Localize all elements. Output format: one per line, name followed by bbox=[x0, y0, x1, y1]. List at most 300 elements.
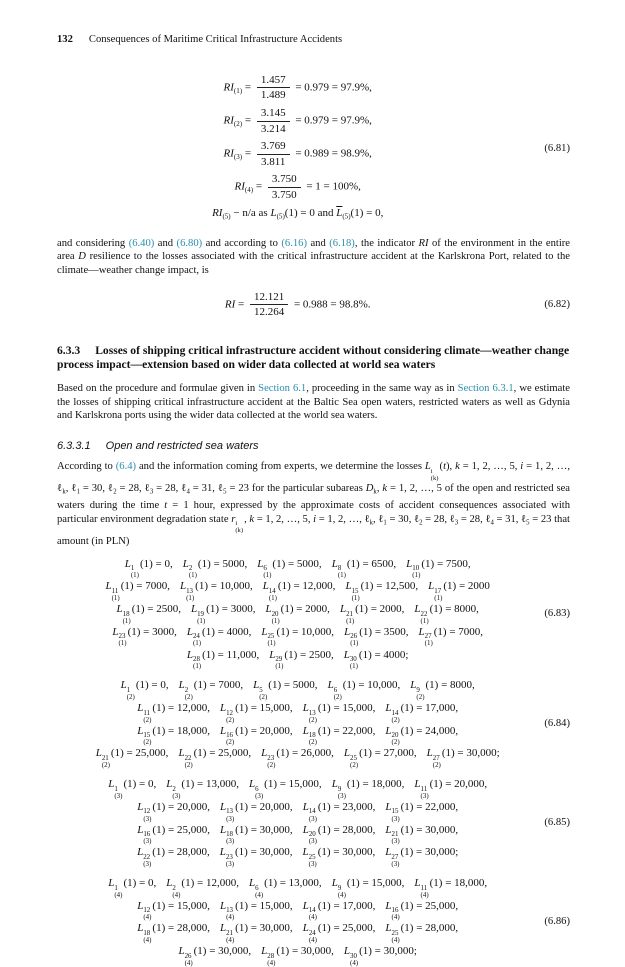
loss-values-subarea-4 bbox=[57, 876, 538, 967]
supsub: 9 (2) bbox=[416, 686, 425, 701]
equation-row bbox=[57, 207, 538, 224]
denominator: 1.489 bbox=[260, 89, 286, 102]
cross-reference-link[interactable]: (6.80) bbox=[176, 237, 203, 249]
supsub: 14 (1) bbox=[268, 587, 277, 603]
supsub: 25 (3) bbox=[308, 853, 317, 868]
loss-term: L 16 (4) (1) = 25,000, bbox=[385, 899, 459, 922]
text: = 1, 2, …, 5, bbox=[254, 514, 314, 525]
supsub: 13 (3) bbox=[226, 808, 235, 823]
loss-term: L 21 (4) (1) = 30,000, bbox=[219, 922, 293, 945]
loss-term: L 29 (1) (1) = 2500, bbox=[269, 648, 334, 671]
loss-term: L 16 (2) (1) = 20,000, bbox=[219, 724, 293, 747]
supsub: 9 (3) bbox=[337, 785, 346, 800]
text: and bbox=[306, 237, 330, 249]
subsection-heading-6-3-3-1 bbox=[57, 440, 570, 454]
text: , ℓ bbox=[65, 483, 77, 495]
supsub: 12 (3) bbox=[143, 808, 152, 823]
loss-term: L 1 (2) (1) = 0, bbox=[120, 679, 169, 701]
loss-values-subarea-3 bbox=[57, 777, 538, 868]
equation-row bbox=[57, 173, 538, 201]
math-symbol: k bbox=[382, 483, 388, 495]
loss-term: L 22 (2) (1) = 25,000, bbox=[178, 747, 252, 770]
text: = 28, ℓ bbox=[153, 483, 187, 495]
loss-term: L 12 (4) (1) = 15,000, bbox=[137, 899, 210, 922]
supsub: 13 (2) bbox=[308, 709, 317, 724]
equation-label-6-82: (6.82) bbox=[544, 298, 570, 310]
loss-term: L 21 (2) (1) = 25,000, bbox=[95, 747, 169, 770]
subscript: 1 bbox=[383, 519, 387, 527]
text: and according to bbox=[202, 237, 282, 249]
loss-term: L 1 (1) (1) = 0, bbox=[124, 557, 173, 580]
supsub: 20 (3) bbox=[308, 831, 317, 846]
equation-line bbox=[57, 921, 538, 944]
equation-block-6-83 bbox=[57, 557, 570, 671]
subscript: 1 bbox=[76, 488, 80, 496]
math-symbol: k bbox=[455, 461, 460, 473]
math-symbol: r bbox=[231, 514, 236, 525]
supsub: 2 (3) bbox=[172, 785, 181, 800]
subscript: 3 bbox=[454, 519, 459, 527]
text: ( bbox=[439, 461, 444, 473]
text: = 23 that amount (in PLN) bbox=[57, 514, 570, 548]
loss-term: L 21 (3) (1) = 30,000, bbox=[385, 823, 459, 846]
text: , the indicator bbox=[354, 237, 419, 249]
loss-term: L 23 (3) (1) = 30,000, bbox=[219, 846, 293, 868]
loss-term: L 25 (1) (1) = 10,000, bbox=[261, 625, 335, 648]
text: = 28, ℓ bbox=[458, 514, 491, 525]
supsub: 10 (1) bbox=[412, 565, 421, 580]
loss-term: L 26 (4) (1) = 30,000, bbox=[178, 945, 252, 967]
loss-term: L 15 (3) (1) = 22,000, bbox=[385, 800, 459, 823]
loss-term: L 6 (4) (1) = 13,000, bbox=[248, 877, 322, 899]
page-number: 132 bbox=[57, 34, 73, 45]
loss-term: L 20 (3) (1) = 28,000, bbox=[302, 823, 376, 846]
supsub: 27 (3) bbox=[391, 853, 400, 868]
loss-term: L 24 (4) (1) = 25,000, bbox=[302, 922, 376, 945]
supsub: 26 (4) bbox=[184, 952, 193, 967]
equation-block-6-86 bbox=[57, 876, 570, 967]
loss-term: L 17 (1) (1) = 2000 bbox=[428, 580, 490, 603]
subscript: 5 bbox=[223, 488, 227, 496]
text: (1) = 0, bbox=[350, 206, 384, 219]
text: , ℓ bbox=[373, 514, 384, 525]
supsub: i (k) bbox=[430, 467, 439, 482]
subscript: (4) bbox=[244, 186, 254, 195]
math-symbol: t bbox=[443, 461, 447, 473]
supsub: 29 (1) bbox=[275, 656, 284, 671]
supsub: 15 (3) bbox=[391, 808, 400, 823]
supsub: 27 (1) bbox=[424, 633, 433, 648]
supsub: 14 (4) bbox=[308, 907, 317, 922]
loss-term: L 8 (1) (1) = 6500, bbox=[331, 557, 397, 580]
fraction bbox=[257, 140, 290, 168]
supsub: 2 (2) bbox=[184, 686, 193, 701]
cross-reference-link[interactable]: Section 6.1 bbox=[258, 383, 307, 395]
supsub: 22 (3) bbox=[143, 853, 152, 868]
supsub: 11 (4) bbox=[420, 884, 429, 899]
equation-line bbox=[57, 899, 538, 922]
text: = 1, 2, …, 5, bbox=[459, 461, 521, 473]
loss-term: L 12 (2) (1) = 15,000, bbox=[219, 701, 293, 724]
text: = 31, ℓ bbox=[189, 483, 224, 495]
equation-row bbox=[57, 107, 538, 135]
supsub: 16 (2) bbox=[226, 732, 235, 747]
loss-term: L 27 (3) (1) = 30,000; bbox=[385, 846, 459, 868]
supsub: 14 (3) bbox=[308, 808, 317, 823]
text: Based on the procedure and formulae given in bbox=[57, 383, 259, 395]
loss-term: L 13 (1) (1) = 10,000, bbox=[179, 580, 253, 603]
cross-reference-link[interactable]: (6.18) bbox=[329, 237, 355, 249]
loss-term: L 10 (1) (1) = 7500, bbox=[406, 557, 471, 580]
equation-line bbox=[57, 777, 538, 800]
subscript: 2 bbox=[113, 488, 117, 496]
supsub: 11 (2) bbox=[143, 709, 152, 724]
equation-line bbox=[57, 944, 538, 967]
math-symbol-overline: $\overline{L}$ bbox=[336, 206, 343, 219]
supsub: 1 (1) bbox=[130, 565, 139, 580]
loss-term: L 25 (4) (1) = 28,000, bbox=[385, 922, 459, 945]
text: , we estimate the losses of shipping critical infrastructure accident at the Baltic Sea open waters, restricted waters as well as Gdynia and Karlskrona ports using the wider data collected at the world sea waters. bbox=[57, 383, 570, 422]
loss-term: L 2 (2) (1) = 7000, bbox=[178, 679, 244, 701]
section-number: 6.3.3 bbox=[57, 343, 81, 357]
numerator: 3.769 bbox=[257, 140, 290, 155]
loss-term: L 19 (1) (1) = 3000, bbox=[190, 603, 256, 625]
equation-row bbox=[57, 140, 538, 168]
paragraph-section-intro bbox=[57, 382, 570, 423]
subscript: (5) bbox=[222, 212, 231, 221]
loss-term: L 22 (3) (1) = 28,000, bbox=[137, 846, 210, 868]
loss-term: L 25 (3) (1) = 30,000, bbox=[302, 846, 376, 868]
loss-term: L 14 (4) (1) = 17,000, bbox=[302, 899, 376, 922]
supsub: 5 (2) bbox=[259, 686, 268, 701]
loss-term: L 11 (4) (1) = 18,000, bbox=[414, 877, 488, 899]
supsub: 28 (1) bbox=[193, 656, 202, 671]
supsub: i (k) bbox=[235, 520, 244, 535]
equation-line bbox=[57, 625, 538, 648]
running-header bbox=[57, 33, 570, 47]
loss-term: L 21 (1) (1) = 2000, bbox=[339, 603, 405, 625]
text: = 30, ℓ bbox=[386, 514, 420, 525]
math-symbol: L bbox=[424, 461, 431, 473]
math-symbol: i bbox=[313, 514, 317, 525]
equation-line bbox=[57, 602, 538, 625]
fraction bbox=[268, 173, 301, 201]
numerator: 3.145 bbox=[257, 107, 290, 122]
text: = 31, ℓ bbox=[493, 514, 527, 525]
supsub: 30 (1) bbox=[349, 656, 358, 671]
loss-term: L 28 (1) (1) = 11,000, bbox=[186, 648, 260, 671]
supsub: 25 (2) bbox=[350, 755, 359, 770]
loss-term: L 18 (1) (1) = 2500, bbox=[116, 603, 181, 625]
supsub: 22 (2) bbox=[184, 755, 193, 770]
equation-line bbox=[57, 746, 538, 769]
loss-term: L 23 (2) (1) = 26,000, bbox=[261, 747, 334, 770]
running-title: Consequences of Maritime Critical Infrastructure Accidents bbox=[88, 34, 343, 45]
denominator: 12.264 bbox=[253, 306, 285, 319]
denominator: 3.214 bbox=[260, 122, 286, 135]
supsub: 25 (1) bbox=[267, 633, 276, 648]
supsub: 14 (2) bbox=[391, 709, 400, 724]
equation-block-6-84 bbox=[57, 678, 570, 769]
math-symbol: D bbox=[365, 483, 374, 495]
equation-line bbox=[57, 701, 538, 724]
supsub: 13 (1) bbox=[186, 587, 195, 603]
loss-term: L 30 (1) (1) = 4000; bbox=[343, 648, 409, 671]
text: = 1 = 100%, bbox=[303, 181, 361, 194]
supsub: 2 (1) bbox=[188, 565, 197, 580]
subscript: 4 bbox=[490, 519, 494, 527]
supsub: 24 (1) bbox=[192, 633, 202, 648]
equation-line bbox=[57, 678, 538, 701]
supsub: 6 (3) bbox=[255, 785, 264, 800]
text: = 28, ℓ bbox=[422, 514, 455, 525]
subscript: 3 bbox=[149, 488, 154, 496]
subscript: k bbox=[373, 488, 377, 496]
subsection-title: Open and restricted sea waters bbox=[105, 439, 259, 452]
equation-block-6-82 bbox=[57, 286, 570, 324]
numerator: 3.750 bbox=[268, 173, 301, 188]
equation-rows bbox=[57, 69, 538, 229]
cross-reference-link[interactable]: (6.40) bbox=[128, 237, 155, 249]
loss-term: L 12 (3) (1) = 20,000, bbox=[137, 800, 210, 823]
loss-term: L 18 (4) (1) = 28,000, bbox=[137, 922, 210, 945]
math-symbol: RI bbox=[223, 81, 234, 94]
text: = bbox=[242, 114, 254, 127]
loss-term: L 28 (4) (1) = 30,000, bbox=[261, 945, 334, 967]
equation-label-6-86: (6.86) bbox=[544, 915, 570, 927]
supsub: 18 (1) bbox=[122, 610, 131, 625]
text: = 23 for the particular subareas bbox=[226, 483, 366, 495]
supsub: 15 (1) bbox=[351, 587, 360, 603]
cross-reference-link[interactable]: Section 6.3.1 bbox=[457, 383, 514, 395]
loss-term: L 6 (3) (1) = 15,000, bbox=[248, 778, 322, 800]
subscript: (5) bbox=[342, 212, 351, 221]
supsub: 9 (4) bbox=[337, 884, 346, 899]
supsub: 23 (1) bbox=[118, 633, 127, 648]
loss-term: L 5 (2) (1) = 5000, bbox=[253, 679, 318, 701]
supsub: 21 (3) bbox=[391, 831, 400, 846]
supsub: 20 (1) bbox=[271, 610, 280, 625]
loss-term: L 23 (1) (1) = 3000, bbox=[112, 625, 177, 648]
text: , bbox=[244, 514, 250, 525]
subscript: 5 bbox=[526, 519, 530, 527]
equation-line bbox=[57, 845, 538, 868]
equation-line bbox=[57, 557, 538, 580]
loss-term: L 26 (1) (1) = 3500, bbox=[344, 625, 409, 648]
math-symbol: L bbox=[270, 206, 277, 219]
text: = 0.979 = 97.9%, bbox=[292, 81, 372, 94]
subscript: (5) bbox=[276, 212, 285, 221]
loss-term: L 22 (1) (1) = 8000, bbox=[414, 603, 479, 625]
text: = 1, 2, …, 5 of the open and restricted sea waters during the time bbox=[57, 483, 570, 512]
math-symbol: RI bbox=[224, 298, 236, 311]
text: = bbox=[253, 181, 265, 194]
equation-line bbox=[57, 724, 538, 747]
supsub: 19 (1) bbox=[197, 610, 206, 625]
math-symbol: RI bbox=[223, 147, 234, 160]
math-symbol: RI bbox=[212, 206, 223, 219]
loss-term: L 18 (3) (1) = 30,000, bbox=[219, 823, 293, 846]
supsub: 21 (1) bbox=[346, 610, 355, 625]
text: According to bbox=[57, 461, 116, 473]
loss-term: L 20 (1) (1) = 2000, bbox=[265, 603, 330, 625]
text: = 0.988 = 98.8%. bbox=[291, 298, 371, 311]
equation-block-6-81 bbox=[57, 69, 570, 229]
loss-term: L 9 (2) (1) = 8000, bbox=[410, 679, 475, 701]
subsection-number: 6.3.3.1 bbox=[57, 439, 91, 452]
math-symbol: RI bbox=[234, 181, 245, 194]
loss-term: L 27 (2) (1) = 30,000; bbox=[426, 747, 500, 770]
fraction bbox=[257, 107, 290, 135]
text: (1) = 0 and bbox=[284, 206, 337, 219]
supsub: 20 (2) bbox=[391, 732, 400, 747]
text: = 1, 2, …, ℓ bbox=[316, 514, 370, 525]
supsub: 23 (2) bbox=[267, 755, 276, 770]
loss-term: L 9 (4) (1) = 15,000, bbox=[331, 877, 405, 899]
denominator: 3.811 bbox=[261, 155, 286, 168]
supsub: 18 (3) bbox=[226, 831, 235, 846]
loss-term: L 30 (4) (1) = 30,000; bbox=[343, 945, 417, 967]
loss-term: L 2 (4) (1) = 12,000, bbox=[166, 877, 239, 899]
equation-line bbox=[57, 648, 538, 671]
loss-term: L 24 (1) (1) = 4000, bbox=[186, 625, 252, 648]
subscript: (3) bbox=[233, 153, 243, 162]
equation-label-6-81: (6.81) bbox=[544, 142, 570, 154]
supsub: 24 (4) bbox=[308, 930, 317, 945]
supsub: 15 (2) bbox=[143, 732, 152, 747]
text: = bbox=[242, 147, 254, 160]
text: ), bbox=[446, 461, 456, 473]
loss-term: L 1 (3) (1) = 0, bbox=[108, 778, 157, 800]
equation-line bbox=[57, 800, 538, 823]
loss-term: L 13 (3) (1) = 20,000, bbox=[219, 800, 293, 823]
equation-label-6-84: (6.84) bbox=[544, 717, 570, 729]
text: = bbox=[242, 81, 254, 94]
supsub: 6 (1) bbox=[263, 565, 272, 580]
text: − n/a as bbox=[230, 206, 271, 219]
paragraph-resilience-indicator bbox=[57, 237, 570, 278]
subscript: (1) bbox=[233, 86, 243, 95]
loss-term: L 15 (1) (1) = 12,500, bbox=[345, 580, 419, 603]
text: , proceeding in the same way as in bbox=[306, 383, 458, 395]
loss-term: L 13 (2) (1) = 15,000, bbox=[302, 701, 376, 724]
loss-term: L 2 (1) (1) = 5000, bbox=[182, 557, 248, 580]
loss-term: L 9 (3) (1) = 18,000, bbox=[331, 778, 405, 800]
loss-term: L 15 (2) (1) = 18,000, bbox=[137, 724, 210, 747]
equation-block-6-85 bbox=[57, 777, 570, 868]
supsub: 1 (3) bbox=[114, 785, 123, 800]
loss-term: L 16 (3) (1) = 25,000, bbox=[137, 823, 210, 846]
supsub: 18 (2) bbox=[308, 732, 317, 747]
text: = bbox=[235, 298, 247, 311]
denominator: 3.750 bbox=[271, 189, 297, 202]
text: = 1, 2, …, ℓ bbox=[57, 461, 570, 495]
section-title: Losses of shipping critical infrastructure accident without considering climate—weather change process impact—extension based on wider data collected at world sea waters bbox=[57, 343, 570, 372]
text: = 0.989 = 98.9%, bbox=[292, 147, 372, 160]
subscript: k bbox=[62, 488, 66, 496]
text: = 30, ℓ bbox=[79, 483, 114, 495]
math-symbol: D bbox=[78, 251, 86, 263]
loss-term: L 11 (2) (1) = 12,000, bbox=[137, 701, 210, 724]
subscript: 4 bbox=[186, 488, 190, 496]
text: and bbox=[154, 237, 177, 249]
subscript: (2) bbox=[233, 120, 243, 128]
text: and considering bbox=[57, 237, 129, 249]
supsub: 12 (2) bbox=[226, 709, 235, 724]
loss-term: L 27 (1) (1) = 7000, bbox=[418, 625, 484, 648]
loss-term: L 14 (2) (1) = 17,000, bbox=[385, 701, 459, 724]
loss-term: L 6 (2) (1) = 10,000, bbox=[327, 679, 401, 701]
loss-term: L 13 (4) (1) = 15,000, bbox=[219, 899, 293, 922]
loss-values-subarea-2 bbox=[57, 678, 538, 769]
math-symbol: RI bbox=[418, 237, 429, 249]
math-symbol: t bbox=[164, 500, 168, 512]
equation-rows bbox=[57, 286, 538, 324]
paragraph-losses-definition bbox=[57, 460, 570, 548]
text: , bbox=[376, 483, 383, 495]
subscript: 2 bbox=[419, 519, 423, 527]
equation-label-6-83: (6.83) bbox=[544, 607, 570, 619]
supsub: 27 (2) bbox=[432, 755, 441, 770]
equation-line bbox=[57, 579, 538, 602]
supsub: 16 (3) bbox=[143, 831, 152, 846]
equation-row bbox=[57, 74, 538, 102]
text: and the information coming from experts, we determine the losses bbox=[136, 461, 425, 473]
loss-term: L 14 (1) (1) = 12,000, bbox=[262, 580, 336, 603]
supsub: 28 (4) bbox=[267, 952, 276, 967]
supsub: 13 (4) bbox=[226, 907, 235, 922]
text: resilience to the losses associated with the critical infrastructure accident at the Karlskrona Port, related to the climate—weather change impact, is bbox=[57, 251, 570, 276]
loss-values-subarea-1 bbox=[57, 557, 538, 671]
supsub: 16 (4) bbox=[391, 907, 400, 922]
fraction bbox=[257, 74, 290, 102]
equation-line bbox=[57, 823, 538, 846]
equation-label-6-85: (6.85) bbox=[544, 816, 570, 828]
supsub: 21 (2) bbox=[101, 755, 110, 770]
numerator: 12.121 bbox=[250, 291, 288, 306]
supsub: 6 (2) bbox=[333, 686, 342, 701]
math-symbol: i bbox=[520, 461, 524, 473]
supsub: 2 (4) bbox=[172, 884, 181, 899]
supsub: 6 (4) bbox=[255, 884, 264, 899]
text: = 28, ℓ bbox=[116, 483, 150, 495]
supsub: 1 (4) bbox=[114, 884, 123, 899]
fraction bbox=[250, 291, 288, 319]
supsub: 17 (1) bbox=[434, 587, 443, 603]
loss-term: L 11 (1) (1) = 7000, bbox=[105, 580, 170, 603]
loss-term: L 2 (3) (1) = 13,000, bbox=[166, 778, 239, 800]
math-symbol: k bbox=[249, 514, 255, 525]
subscript: k bbox=[369, 519, 373, 527]
math-symbol: RI bbox=[223, 114, 234, 127]
text: = 1 hour, expressed by the approximate costs of accident consequences associated with particular environment degradation state bbox=[57, 500, 571, 525]
loss-term: L 1 (4) (1) = 0, bbox=[108, 877, 157, 899]
supsub: 25 (4) bbox=[391, 930, 400, 945]
text: of the environment in the entire area bbox=[57, 237, 570, 263]
supsub: 21 (4) bbox=[226, 930, 235, 945]
equation-row bbox=[57, 291, 538, 319]
equation-line bbox=[57, 876, 538, 899]
supsub: 12 (4) bbox=[143, 907, 152, 922]
loss-term: L 6 (1) (1) = 5000, bbox=[257, 557, 322, 580]
loss-term: L 25 (2) (1) = 27,000, bbox=[343, 747, 417, 770]
loss-term: L 14 (3) (1) = 23,000, bbox=[302, 800, 376, 823]
cross-reference-link[interactable]: (6.16) bbox=[281, 237, 307, 249]
cross-reference-link[interactable]: (6.4) bbox=[115, 461, 137, 473]
supsub: 11 (3) bbox=[420, 785, 429, 800]
supsub: 26 (1) bbox=[350, 633, 359, 648]
text: = 0.979 = 97.9%, bbox=[292, 114, 372, 127]
